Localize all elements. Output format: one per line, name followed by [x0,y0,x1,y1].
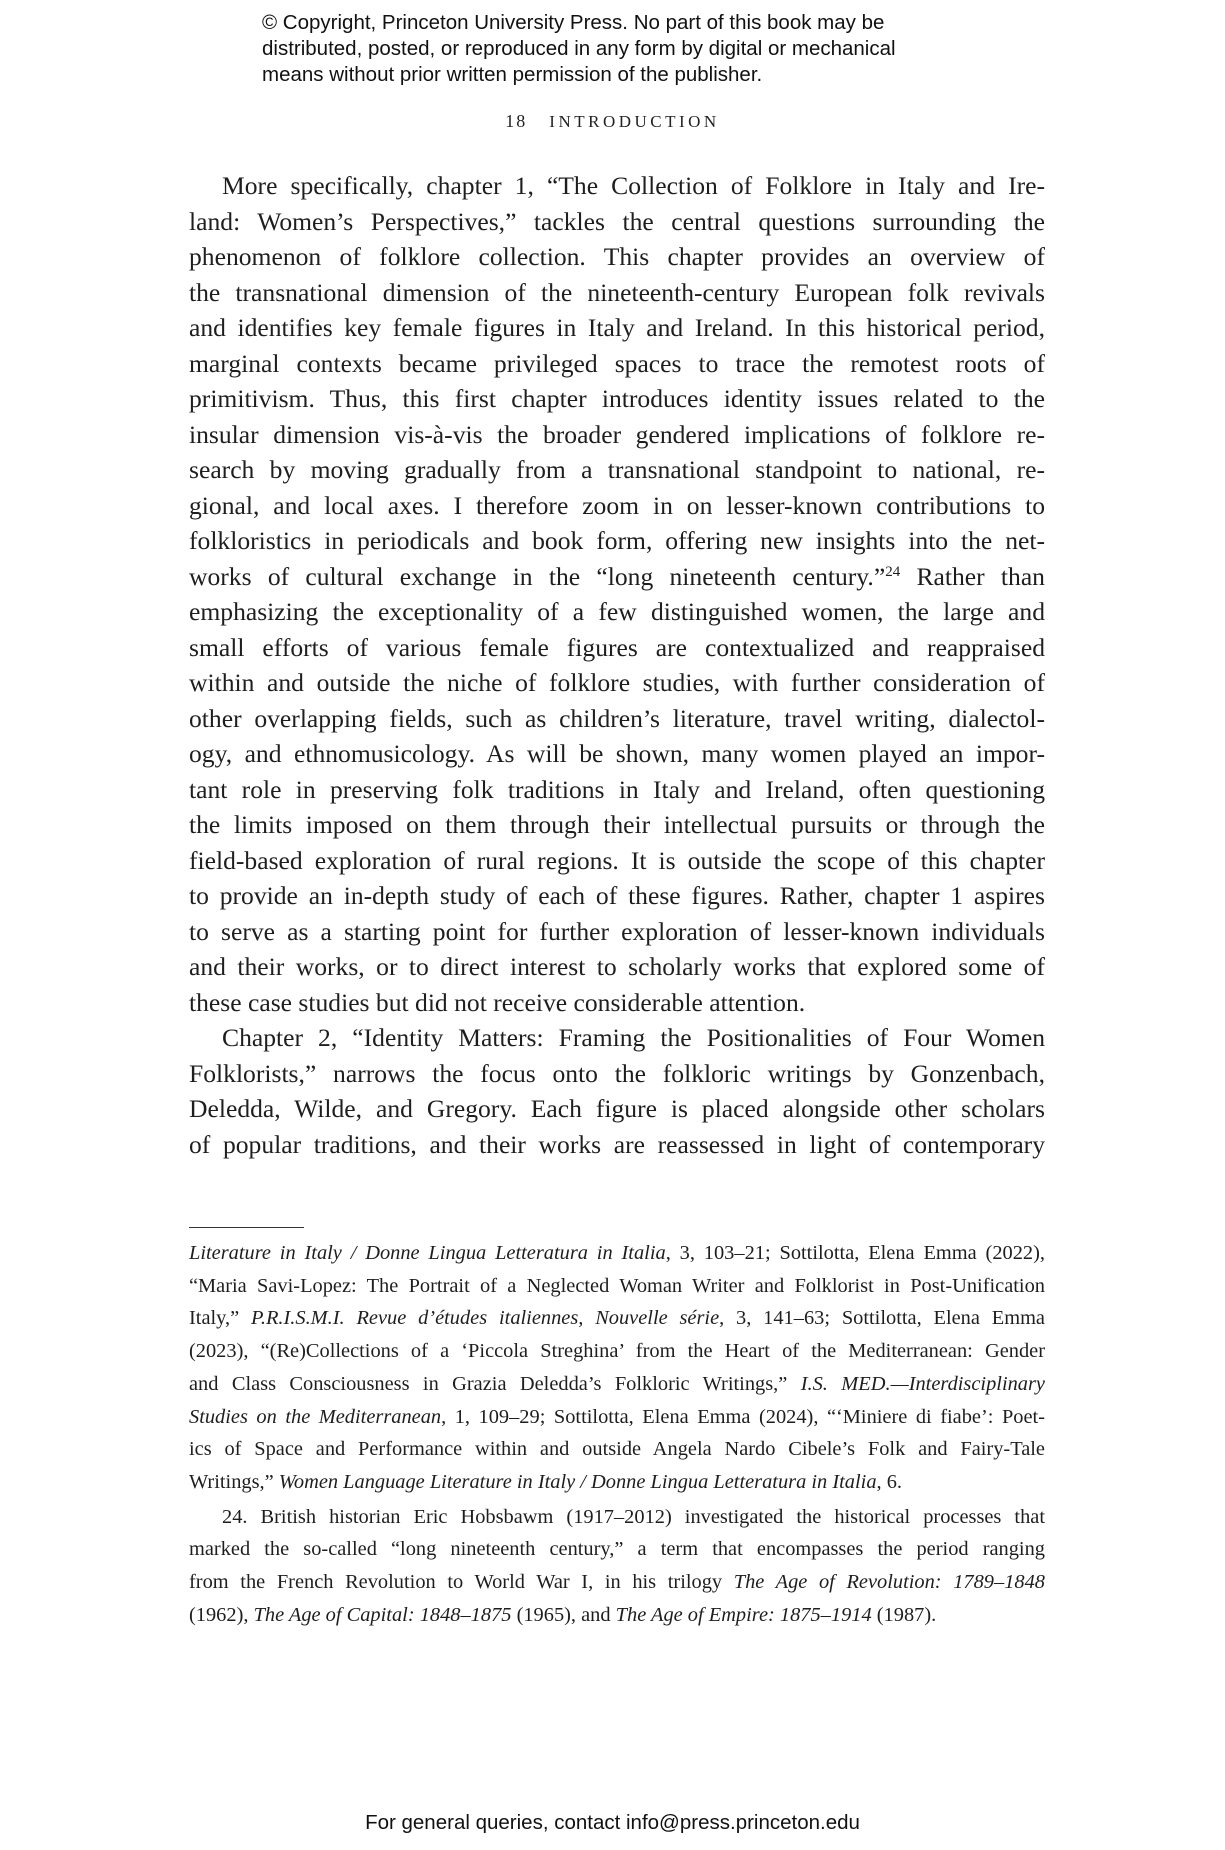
text-line: small efforts of various female figures are contextualized and reappraised [189,632,1045,662]
text-line: tant role in preserving folk traditions in Italy and Ireland, often questioning [189,774,1045,804]
footnote-24-line [189,1599,1045,1632]
text-line: the transnational dimension of the nineteenth-century European folk revivals [189,277,1045,307]
text-line: Chapter 2, “Identity Matters: Framing the Positionalities of Four Women [222,1023,1045,1052]
footer-contact: For general queries, contact info@press.princeton.edu [365,1811,860,1834]
copyright-notice [262,10,982,88]
text-line: Deledda, Wilde, and Gregory. Each figure is placed alongside other scholars [189,1094,1045,1123]
text-fragment: and Class Consciousness in Grazia Deledda’s Folkloric Writings,” [189,1372,801,1395]
italic-title: Studies on the Mediterranean [189,1405,442,1428]
text-fragment: , 3, 141–63; Sottilotta, Elena Emma [719,1307,1045,1330]
text-fragment: , 6. [876,1470,903,1493]
italic-title: I.S. MED.—Interdisciplinary [800,1372,1045,1395]
footnote-line: “Maria Savi-Lopez: The Portrait of a Neglected Woman Writer and Folklorist in Post-Unification [189,1274,1045,1297]
text-fragment: Writings,” [189,1470,279,1493]
text-line: and their works, or to direct interest to scholarly works that explored some of [189,952,1045,981]
footnote-24-line [189,1566,1045,1599]
text-line: emphasizing the exceptionality of a few distinguished women, the large and [189,597,1045,626]
text-line: and identifies key female figures in Italy and Ireland. In this historical period, [189,313,1045,342]
footnote-line [189,1368,1045,1401]
footnote-24-line: marked the so-called “long nineteenth century,” a term that encompasses the period ranging [189,1538,1045,1561]
text-line: these case studies but did not receive considerable attention. [189,987,806,1017]
text-line: field-based exploration of rural regions. It is outside the scope of this chapter [189,845,1045,875]
running-head [0,111,1225,132]
text-fragment: (1987). [871,1603,937,1626]
footnote-line [189,1302,1045,1335]
footnotes [189,1237,1045,1631]
footnote-line [189,1401,1045,1434]
text-fragment: (1962), [189,1603,254,1626]
footnote-line: (2023), “(Re)Collections of a ‘Piccola Streghina’ from the Heart of the Mediterranean: Gender [189,1340,1045,1363]
text-line: to serve as a starting point for further exploration of lesser-known individuals [189,916,1045,946]
text-line: folkloristics in periodicals and book form, offering new insights into the net- [189,526,1045,555]
body-text [189,168,1045,1162]
text-line: other overlapping fields, such as children’s literature, travel writing, dialectol- [189,703,1045,733]
footnote-line [189,1237,1045,1270]
footnote-line [189,1466,1045,1499]
text-fragment: from the French Revolution to World War I, in his trilogy [189,1571,734,1594]
italic-title: The Age of Revolution: 1789–1848 [733,1571,1045,1594]
italic-title: The Age of Empire: 1875–1914 [615,1603,872,1626]
text-line: search by moving gradually from a transnational standpoint to national, re- [189,455,1045,484]
chapter-title: INTRODUCTION [549,112,720,131]
text-line: Folklorists,” narrows the focus onto the folkloric writings by Gonzenbach, [189,1058,1045,1088]
text-fragment: (1965), and [511,1603,616,1626]
page-number: 18 [505,111,528,131]
text-line: gional, and local axes. I therefore zoom in on lesser-known contributions to [189,490,1045,520]
text-line: land: Women’s Perspectives,” tackles the central questions surrounding the [189,206,1045,236]
text-fragment: Italy,” [189,1307,252,1330]
text-line: phenomenon of folklore collection. This chapter provides an overview of [189,242,1045,271]
text-line: to provide an in-depth study of each of these figures. Rather, chapter 1 aspires [189,881,1045,910]
footnote-24-line: 24. British historian Eric Hobsbawm (1917–2012) investigated the historical processes that [222,1505,1045,1528]
footnote-ref-24[interactable]: 24 [885,563,901,580]
copyright-line: means without prior written permission of the publisher. [262,63,763,86]
text-fragment: Rather than [900,561,1045,591]
italic-title: P.R.I.S.M.I. Revue d’études italiennes, Nouvelle série [251,1307,720,1330]
text-line: marginal contexts became privileged spaces to trace the remotest roots of [189,348,1045,378]
text-fragment: , 1, 109–29; Sottilotta, Elena Emma (2024), “‘Miniere di fiabe’: Poet- [441,1405,1045,1428]
text-fragment: , 3, 103–21; Sottilotta, Elena Emma (2022), [665,1242,1045,1264]
text-line: within and outside the niche of folklore studies, with further consideration of [189,668,1045,697]
footnote-divider [189,1227,304,1228]
text-line: primitivism. Thus, this first chapter introduces identity issues related to the [189,384,1045,413]
text-line: of popular traditions, and their works are reassessed in light of contemporary [189,1129,1045,1159]
text-line: More specifically, chapter 1, “The Collection of Folklore in Italy and Ire- [222,171,1045,200]
italic-title: Literature in Italy / Donne Lingua Letteratura in Italia [189,1242,666,1264]
footnote-line: ics of Space and Performance within and outside Angela Nardo Cibele’s Folk and Fairy-Tale [189,1438,1045,1461]
italic-title: Women Language Literature in Italy / Donne Lingua Letteratura in Italia [278,1470,877,1493]
copyright-line: distributed, posted, or reproduced in any form by digital or mechanical [262,37,896,60]
text-fragment: works of cultural exchange in the “long nineteenth century.” [189,561,886,591]
italic-title: The Age of Capital: 1848–1875 [253,1603,512,1626]
text-line: the limits imposed on them through their intellectual pursuits or through the [189,810,1045,839]
text-line: insular dimension vis-à-vis the broader gendered implications of folklore re- [189,419,1045,449]
text-line: ogy, and ethnomusicology. As will be shown, many women played an impor- [189,739,1045,768]
text-line [189,559,1045,595]
copyright-line: © Copyright, Princeton University Press. No part of this book may be [262,11,885,34]
